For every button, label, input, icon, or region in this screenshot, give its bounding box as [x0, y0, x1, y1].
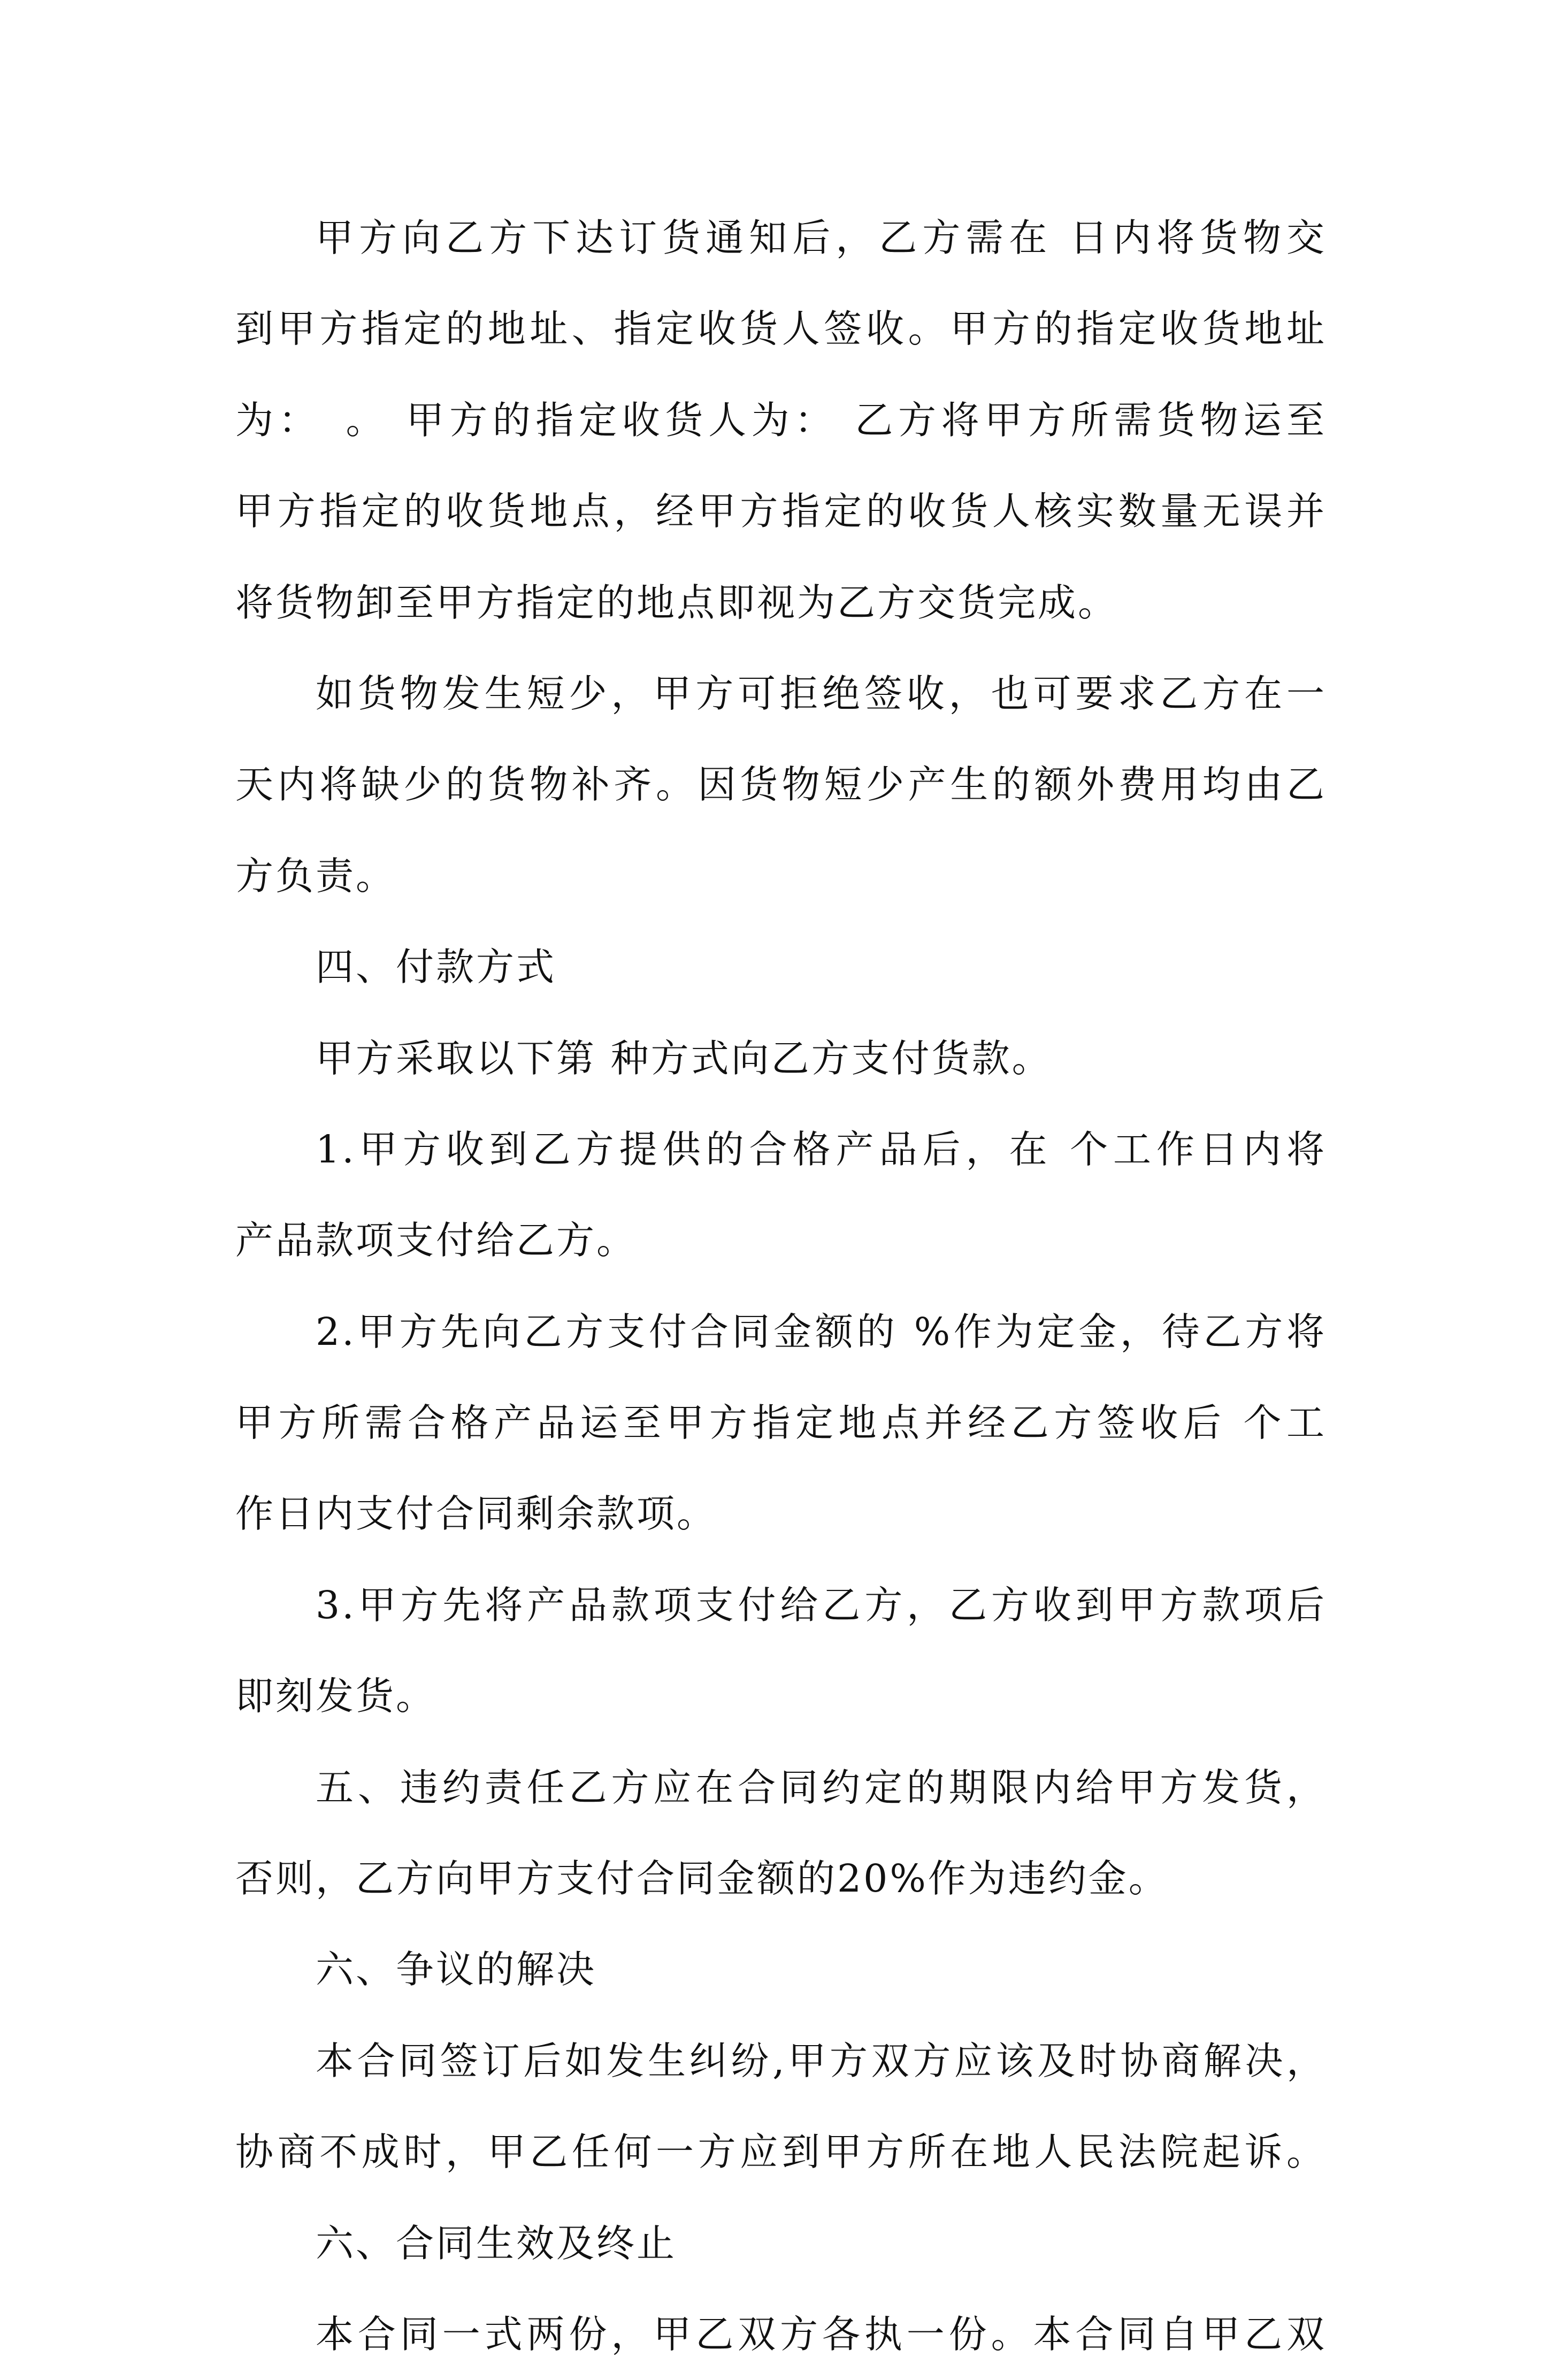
text-line: 方负责。 [235, 853, 396, 898]
text-line: 产品款项支付给乙方。 [235, 1218, 637, 1263]
text-line: 即刻发货。 [235, 1674, 436, 1719]
text-line: 协商不成时，甲乙任何一方应到甲方所在地人民法院起诉。 [235, 2130, 1327, 2175]
text-line: 否则，乙方向甲方支付合同金额的20%作为违约金。 [235, 1856, 1169, 1901]
section-heading-dispute: 六、争议的解决 [316, 1947, 597, 1992]
text-line: 本合同签订后如发生纠纷,甲方双方应该及时协商解决， [316, 2038, 1327, 2083]
section-heading-breach: 五、违约责任乙方应在合同约定的期限内给甲方发货， [316, 1765, 1327, 1810]
text-line: 2.甲方先向乙方支付合同金额的 %作为定金，待乙方将 [316, 1309, 1327, 1354]
text-line: 甲方采取以下第 种方式向乙方支付货款。 [316, 1036, 1052, 1081]
text-line: 甲方向乙方下达订货通知后，乙方需在 日内将货物交 [316, 216, 1327, 260]
contract-body [235, 193, 1327, 2380]
text-line: 为： 。 甲方的指定收货人为： 乙方将甲方所需货物运至 [235, 397, 1327, 442]
text-line: 甲方指定的收货地点，经甲方指定的收货人核实数量无误并 [235, 489, 1327, 534]
text-line: 本合同一式两份，甲乙双方各执一份。本合同自甲乙双 [316, 2312, 1327, 2356]
text-line: 甲方所需合格产品运至甲方指定地点并经乙方签收后 个工 [235, 1401, 1327, 1445]
text-line: 将货物卸至甲方指定的地点即视为乙方交货完成。 [235, 580, 1118, 625]
section-heading-effect: 六、合同生效及终止 [316, 2221, 677, 2266]
text-line: 到甲方指定的地址、指定收货人签收。甲方的指定收货地址 [235, 307, 1327, 351]
text-line: 1.甲方收到乙方提供的合格产品后，在 个工作日内将 [316, 1127, 1327, 1172]
text-line: 作日内支付合同剩余款项。 [235, 1491, 717, 1536]
text-line: 天内将缺少的货物补齐。因货物短少产生的额外费用均由乙 [235, 762, 1327, 807]
text-line: 如货物发生短少，甲方可拒绝签收，也可要求乙方在一 [316, 671, 1327, 716]
section-heading-payment: 四、付款方式 [316, 945, 557, 990]
text-line: 3.甲方先将产品款项支付给乙方，乙方收到甲方款项后 [316, 1582, 1327, 1627]
